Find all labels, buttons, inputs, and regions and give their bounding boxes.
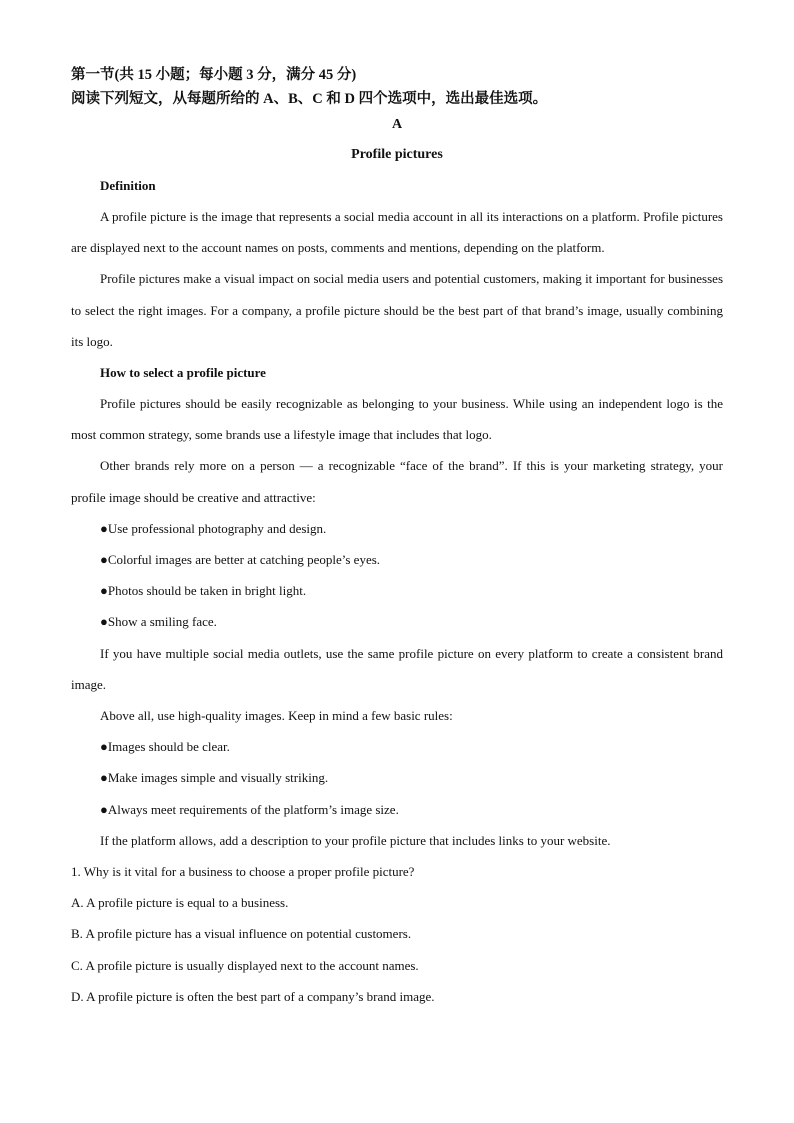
- bullet-item: ●Make images simple and visually striking.: [100, 770, 329, 786]
- section-heading: 第一节(共 15 小题；每小题 3 分，满分 45 分): [71, 67, 357, 83]
- passage-label: A: [391, 117, 403, 132]
- bullet-item: ●Images should be clear.: [100, 739, 230, 755]
- howto-paragraph-2: Other brands rely more on a person — a recognizable “face of the brand”. If this is your marketing strategy, your profile image should be creative and attractive:: [71, 458, 723, 505]
- option-c: C. A profile picture is usually displayed next to the account names.: [71, 957, 419, 973]
- howto-paragraph-5: If the platform allows, add a description to your profile picture that includes links to your website.: [100, 832, 611, 848]
- bullet-item: ●Colorful images are better at catching people’s eyes.: [100, 552, 381, 568]
- bullet-item: ●Use professional photography and design.: [100, 520, 327, 536]
- howto-paragraph-4: Above all, use high-quality images. Keep in mind a few basic rules:: [100, 708, 453, 724]
- instruction-line: 阅读下列短文，从每题所给的 A、B、C 和 D 四个选项中，选出最佳选项。: [71, 91, 548, 107]
- definition-paragraph-1: A profile picture is the image that represents a social media account in all its interactions on a platform. Profile pictures are displayed next to the account names on posts, comments and mentions, depending on the platform.: [71, 209, 723, 256]
- bullet-item: ●Show a smiling face.: [100, 614, 217, 630]
- option-b: B. A profile picture has a visual influence on potential customers.: [71, 926, 412, 942]
- definition-heading: Definition: [100, 178, 156, 193]
- passage-title: Profile pictures: [351, 147, 443, 162]
- option-d: D. A profile picture is often the best part of a company’s brand image.: [71, 988, 435, 1004]
- exam-page: [71, 63, 723, 1012]
- definition-paragraph-2: Profile pictures make a visual impact on social media users and potential customers, making it important for businesses to select the right images. For a company, a profile picture should be the best part of that brand’s image, usually combining its logo.: [71, 271, 723, 349]
- bullet-item: ●Always meet requirements of the platform’s image size.: [100, 801, 399, 817]
- howto-heading: How to select a profile picture: [100, 365, 266, 381]
- howto-paragraph-3: If you have multiple social media outlets, use the same profile picture on every platform to create a consistent brand image.: [71, 645, 723, 692]
- question-stem: 1. Why is it vital for a business to choose a proper profile picture?: [71, 864, 415, 880]
- bullet-item: ●Photos should be taken in bright light.: [100, 583, 307, 599]
- howto-paragraph-1: Profile pictures should be easily recognizable as belonging to your business. While using an independent logo is the most common strategy, some brands use a lifestyle image that includes that logo.: [71, 396, 723, 443]
- option-a: A. A profile picture is equal to a business.: [71, 895, 289, 911]
